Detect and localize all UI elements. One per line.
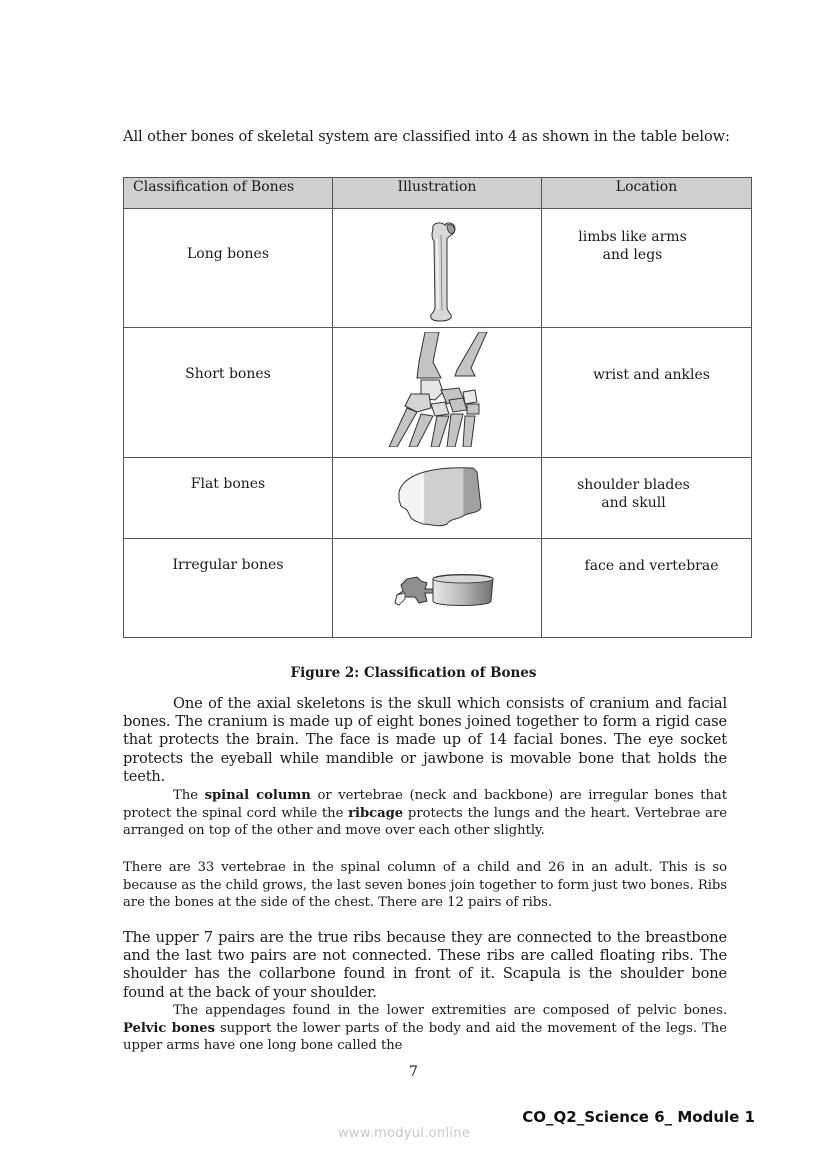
illustration-cell	[333, 328, 542, 458]
location-line: shoulder blades	[577, 477, 690, 493]
bone-classification-table	[123, 177, 752, 638]
irregular-bone-vertebra-icon	[393, 571, 497, 611]
illustration-cell	[333, 458, 542, 539]
table-row	[124, 328, 752, 458]
classification-label: Long bones	[186, 246, 270, 262]
illustration-cell	[333, 539, 542, 638]
location-cell	[542, 458, 752, 539]
term-pelvic-bones: Pelvic bones	[123, 1020, 215, 1036]
classification-label: Short bones	[185, 366, 271, 382]
intro-paragraph: All other bones of skeletal system are classified into 4 as shown in the table below:	[123, 128, 730, 145]
classification-cell	[124, 209, 333, 328]
paragraph-text: The	[173, 788, 205, 803]
illustration-cell	[333, 209, 542, 328]
paragraph-ribs: The upper 7 pairs are the true ribs because they are connected to the breastbone and the last two pairs are not connected. These ribs are called floating ribs. The shoulder has the collarbone found in front of it. Scapula is the shoulder bone found at the back of your shoulder.	[123, 929, 727, 1001]
table-row	[124, 458, 752, 539]
paragraph-text: support the lower parts of the body and aid the movement of the legs. The upper arms have one long bone called the	[123, 1020, 727, 1053]
classification-label: Flat bones	[190, 476, 266, 492]
watermark: www.modyul.online	[338, 1126, 471, 1141]
location-cell	[542, 539, 752, 638]
short-bones-wrist-icon	[387, 332, 497, 447]
location-line: limbs like arms	[578, 229, 687, 245]
paragraph-appendages	[123, 1002, 727, 1055]
classification-cell	[124, 539, 333, 638]
location-line: and legs	[602, 247, 663, 263]
classification-cell	[124, 328, 333, 458]
term-ribcage: ribcage	[348, 805, 404, 821]
classification-label: Irregular bones	[172, 557, 284, 573]
location-line: and skull	[601, 495, 666, 511]
paragraph-spinal-column	[123, 787, 727, 840]
location-line: face and vertebrae	[584, 558, 719, 574]
location-cell	[542, 209, 752, 328]
long-bone-femur-icon	[417, 221, 467, 326]
classification-cell	[124, 458, 333, 539]
paragraph-text: The appendages found in the lower extremities are composed of pelvic bones.	[173, 1003, 727, 1018]
figure-caption: Figure 2: Classification of Bones	[290, 665, 537, 681]
table-row	[124, 539, 752, 638]
table-header-row	[124, 178, 752, 209]
header-illustration: Illustration	[333, 178, 542, 209]
header-classification: Classification of Bones	[124, 178, 333, 209]
paragraph-vertebrae-count: There are 33 vertebrae in the spinal column of a child and 26 in an adult. This is so because as the child grows, the last seven bones join together to form just two bones. Ribs are the bones at the side of the chest. There are 12 pairs of ribs.	[123, 860, 727, 910]
table-row	[124, 209, 752, 328]
flat-bone-skull-icon	[391, 462, 491, 528]
header-location: Location	[542, 178, 752, 209]
paragraph-text: protects the lungs and the heart. Vertebrae are arranged on top of the other and move over each other slightly.	[123, 805, 727, 838]
paragraph-skull	[123, 695, 727, 786]
paragraph-text: One of the axial skeletons is the skull which consists of cranium and facial bones. The cranium is made up of eight bones joined together to form a rigid case that protects the brain. The face is made up of 14 facial bones. The eye socket protects the eyeball while mandible or jawbone is movable bone that holds the teeth.	[123, 695, 727, 785]
location-line: wrist and ankles	[593, 367, 710, 383]
module-footer: CO_Q2_Science 6_ Module 1	[522, 1108, 755, 1126]
term-spinal-column: spinal column	[204, 788, 311, 803]
location-cell	[542, 328, 752, 458]
page-number: 7	[409, 1064, 418, 1080]
paragraph-text: or vertebrae (neck and backbone) are irregular bones that protect the spinal cord while the	[123, 788, 727, 821]
